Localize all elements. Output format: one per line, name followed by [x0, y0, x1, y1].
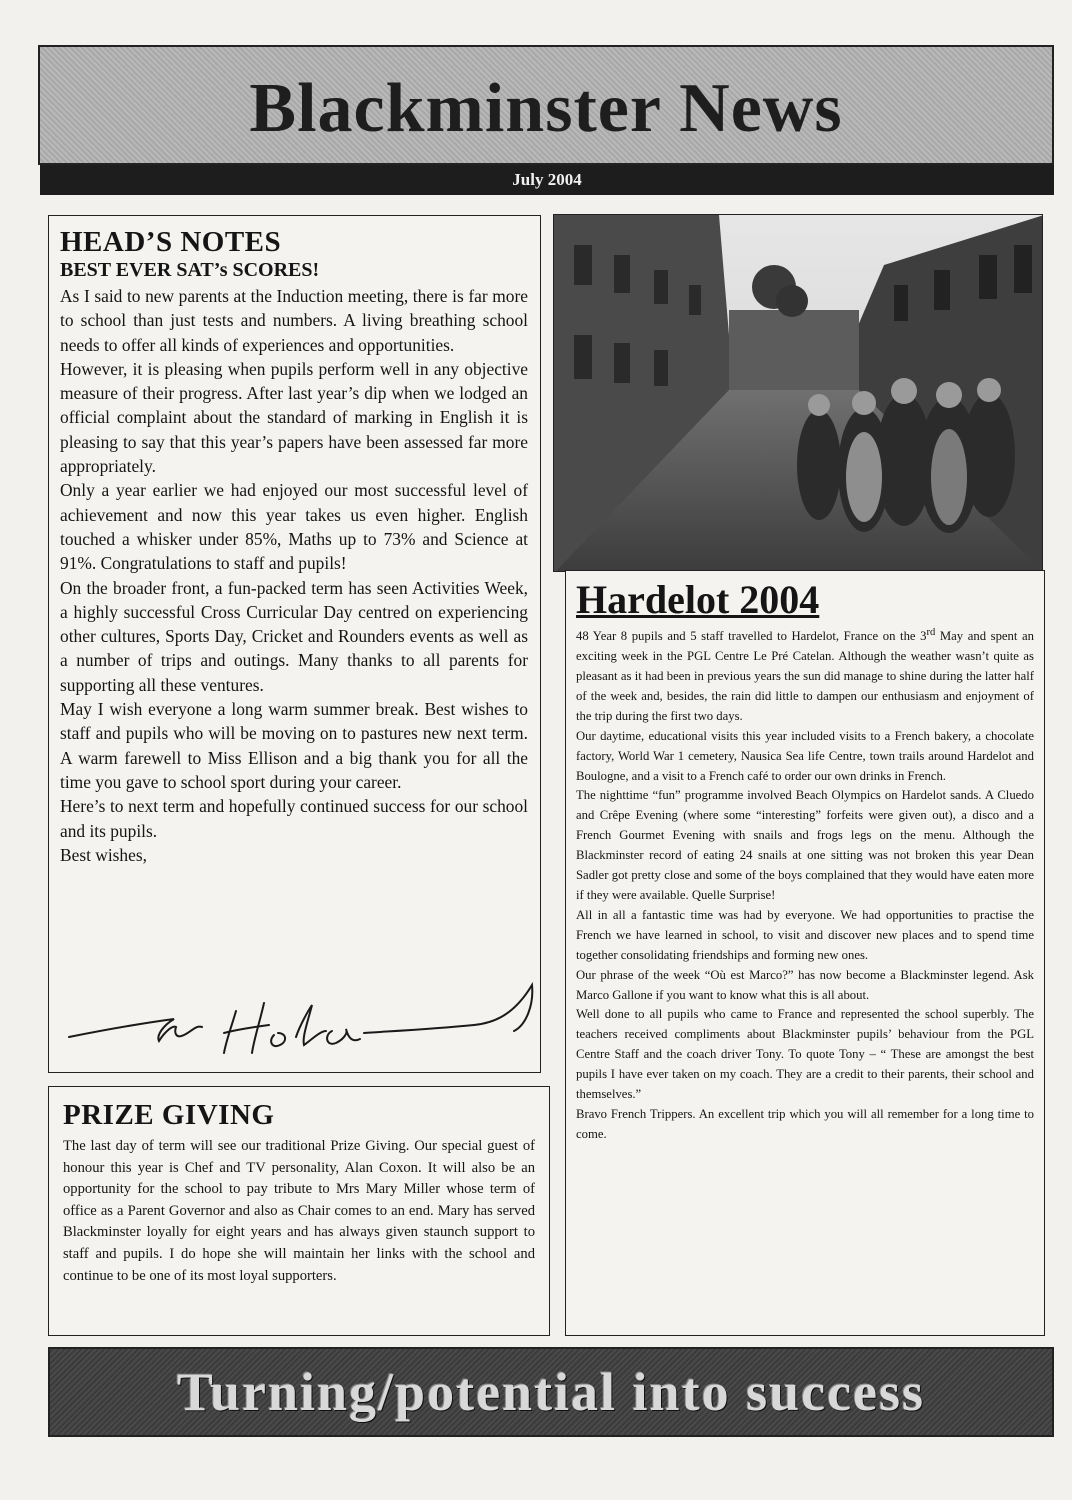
- paragraph: Our daytime, educational visits this year included visits to a French bakery, a chocolate factory, World War 1 cemetery, Nausica Sea life Centre, town trails around Hardelot and Boulogne, and a visit to a French café to order our own drinks in French.: [576, 728, 1034, 783]
- paragraph: All in all a fantastic time was had by everyone. We had opportunities to practise the French we have learned in school, to visit and discover new places and to spend time together consolidating friendships and forming new ones.: [576, 907, 1034, 962]
- prize-giving-text: The last day of term will see our traditional Prize Giving. Our special guest of honour this year is Chef and TV personality, Alan Coxon. It will also be an opportunity for the school to pay tribute to Mrs Mary Miller whose term of office as a Parent Governor and also as Chair comes to an end. Mary has served Blackminster loyally for eight years and has always given staunch support to staff and pupils. I do hope she will maintain her links with the school and continue to be one of its most loyal supporters.: [63, 1138, 535, 1284]
- issue-date-bar: [40, 165, 1054, 195]
- masthead: [38, 45, 1054, 165]
- signoff: Best wishes,: [60, 844, 147, 865]
- prize-giving-article: [48, 1086, 550, 1336]
- street-photo-illustration: [554, 215, 1043, 572]
- issue-date: July 2004: [512, 170, 582, 189]
- heads-notes-heading: HEAD’S NOTES: [60, 226, 282, 258]
- paragraph-text: May and spent an exciting week in the PGL Centre Le Pré Catelan. Although the weather wasn’t quite as pleasant as it had been in previous years the sun did manage to shine during the latter half of the week and, besides, the rain did little to dampen our enthusiasm and enjoyment of the trip during the first two days.: [576, 629, 1034, 723]
- paragraph: The nighttime “fun” programme involved Beach Olympics on Hardelot sands. A Cluedo and Crêpe Evening (where some “interesting” forfeits were given out), a disco and a French Gourmet Evening with snails and frogs legs on the menu. Although the Blackminster record of eating 24 snails at one sitting was not broken this year Dean Sadler got pretty close and some of the boys complained that they would have eaten more if they were available. Quelle Surprise!: [576, 788, 1034, 903]
- hardelot-article: [565, 570, 1045, 1336]
- heads-notes-subheading: BEST EVER SAT’s SCORES!: [60, 259, 320, 281]
- paragraph: However, it is pleasing when pupils perform well in any objective measure of their progress. After last year’s dip when we lodged an official complaint about the standard of marking in English it is pleasing to say that this year’s papers have been assessed far more appropriately.: [60, 358, 528, 477]
- handwritten-signature: [64, 975, 544, 1070]
- hardelot-heading: Hardelot 2004: [576, 577, 820, 622]
- paragraph: Well done to all pupils who came to France and represented the school superbly. The teachers received compliments about Blackminster pupils’ behaviour from the PGL Centre Staff and the coach driver Tony. To quote Tony – “ These are amongst the best pupils I have ever taken on my coach. They are a credit to their parents, their school and themselves.”: [576, 1007, 1034, 1102]
- footer-slogan: Turning/potential into success: [176, 1362, 926, 1422]
- heads-notes-article: [48, 215, 541, 1073]
- prize-giving-heading: PRIZE GIVING: [63, 1099, 275, 1131]
- paragraph: Here’s to next term and hopefully continued success for our school and its pupils.: [60, 796, 528, 841]
- paragraph: Bravo French Trippers. An excellent trip which you will all remember for a long time to come.: [576, 1106, 1034, 1141]
- paragraph: Only a year earlier we had enjoyed our most successful level of achievement and now this year takes us even higher. English touched a whisker under 85%, Maths up to 73% and Science at 91%. Congratulations to staff and pupils!: [60, 480, 528, 574]
- ordinal-suffix: rd: [926, 627, 936, 638]
- paragraph: On the broader front, a fun-packed term has seen Activities Week, a highly successful Cross Curricular Day centred on experiencing other cultures, Sports Day, Cricket and Rounders events as well as a number of trips and outings. Many thanks to all parents for supporting all these ventures.: [60, 577, 528, 695]
- paragraph: May I wish everyone a long warm summer break. Best wishes to staff and pupils who will be moving on to pastures new next term. A warm farewell to Miss Ellison and a big thank you for all the time you gave to school sport during your career.: [60, 699, 528, 792]
- newsletter-title: Blackminster News: [249, 70, 843, 147]
- school-trip-photo: [553, 214, 1043, 572]
- paragraph-text: 48 Year 8 pupils and 5 staff travelled to Hardelot, France on the 3: [576, 629, 927, 644]
- paragraph: As I said to new parents at the Induction meeting, there is far more to school than just tests and numbers. A living breathing school needs to offer all kinds of experiences and opportunities.: [60, 286, 528, 355]
- footer-slogan-bar: [48, 1347, 1054, 1437]
- paragraph: Our phrase of the week “Où est Marco?” has now become a Blackminster legend. Ask Marco Gallone if you want to know what this is all about.: [576, 967, 1034, 1002]
- paragraph: [576, 623, 1034, 727]
